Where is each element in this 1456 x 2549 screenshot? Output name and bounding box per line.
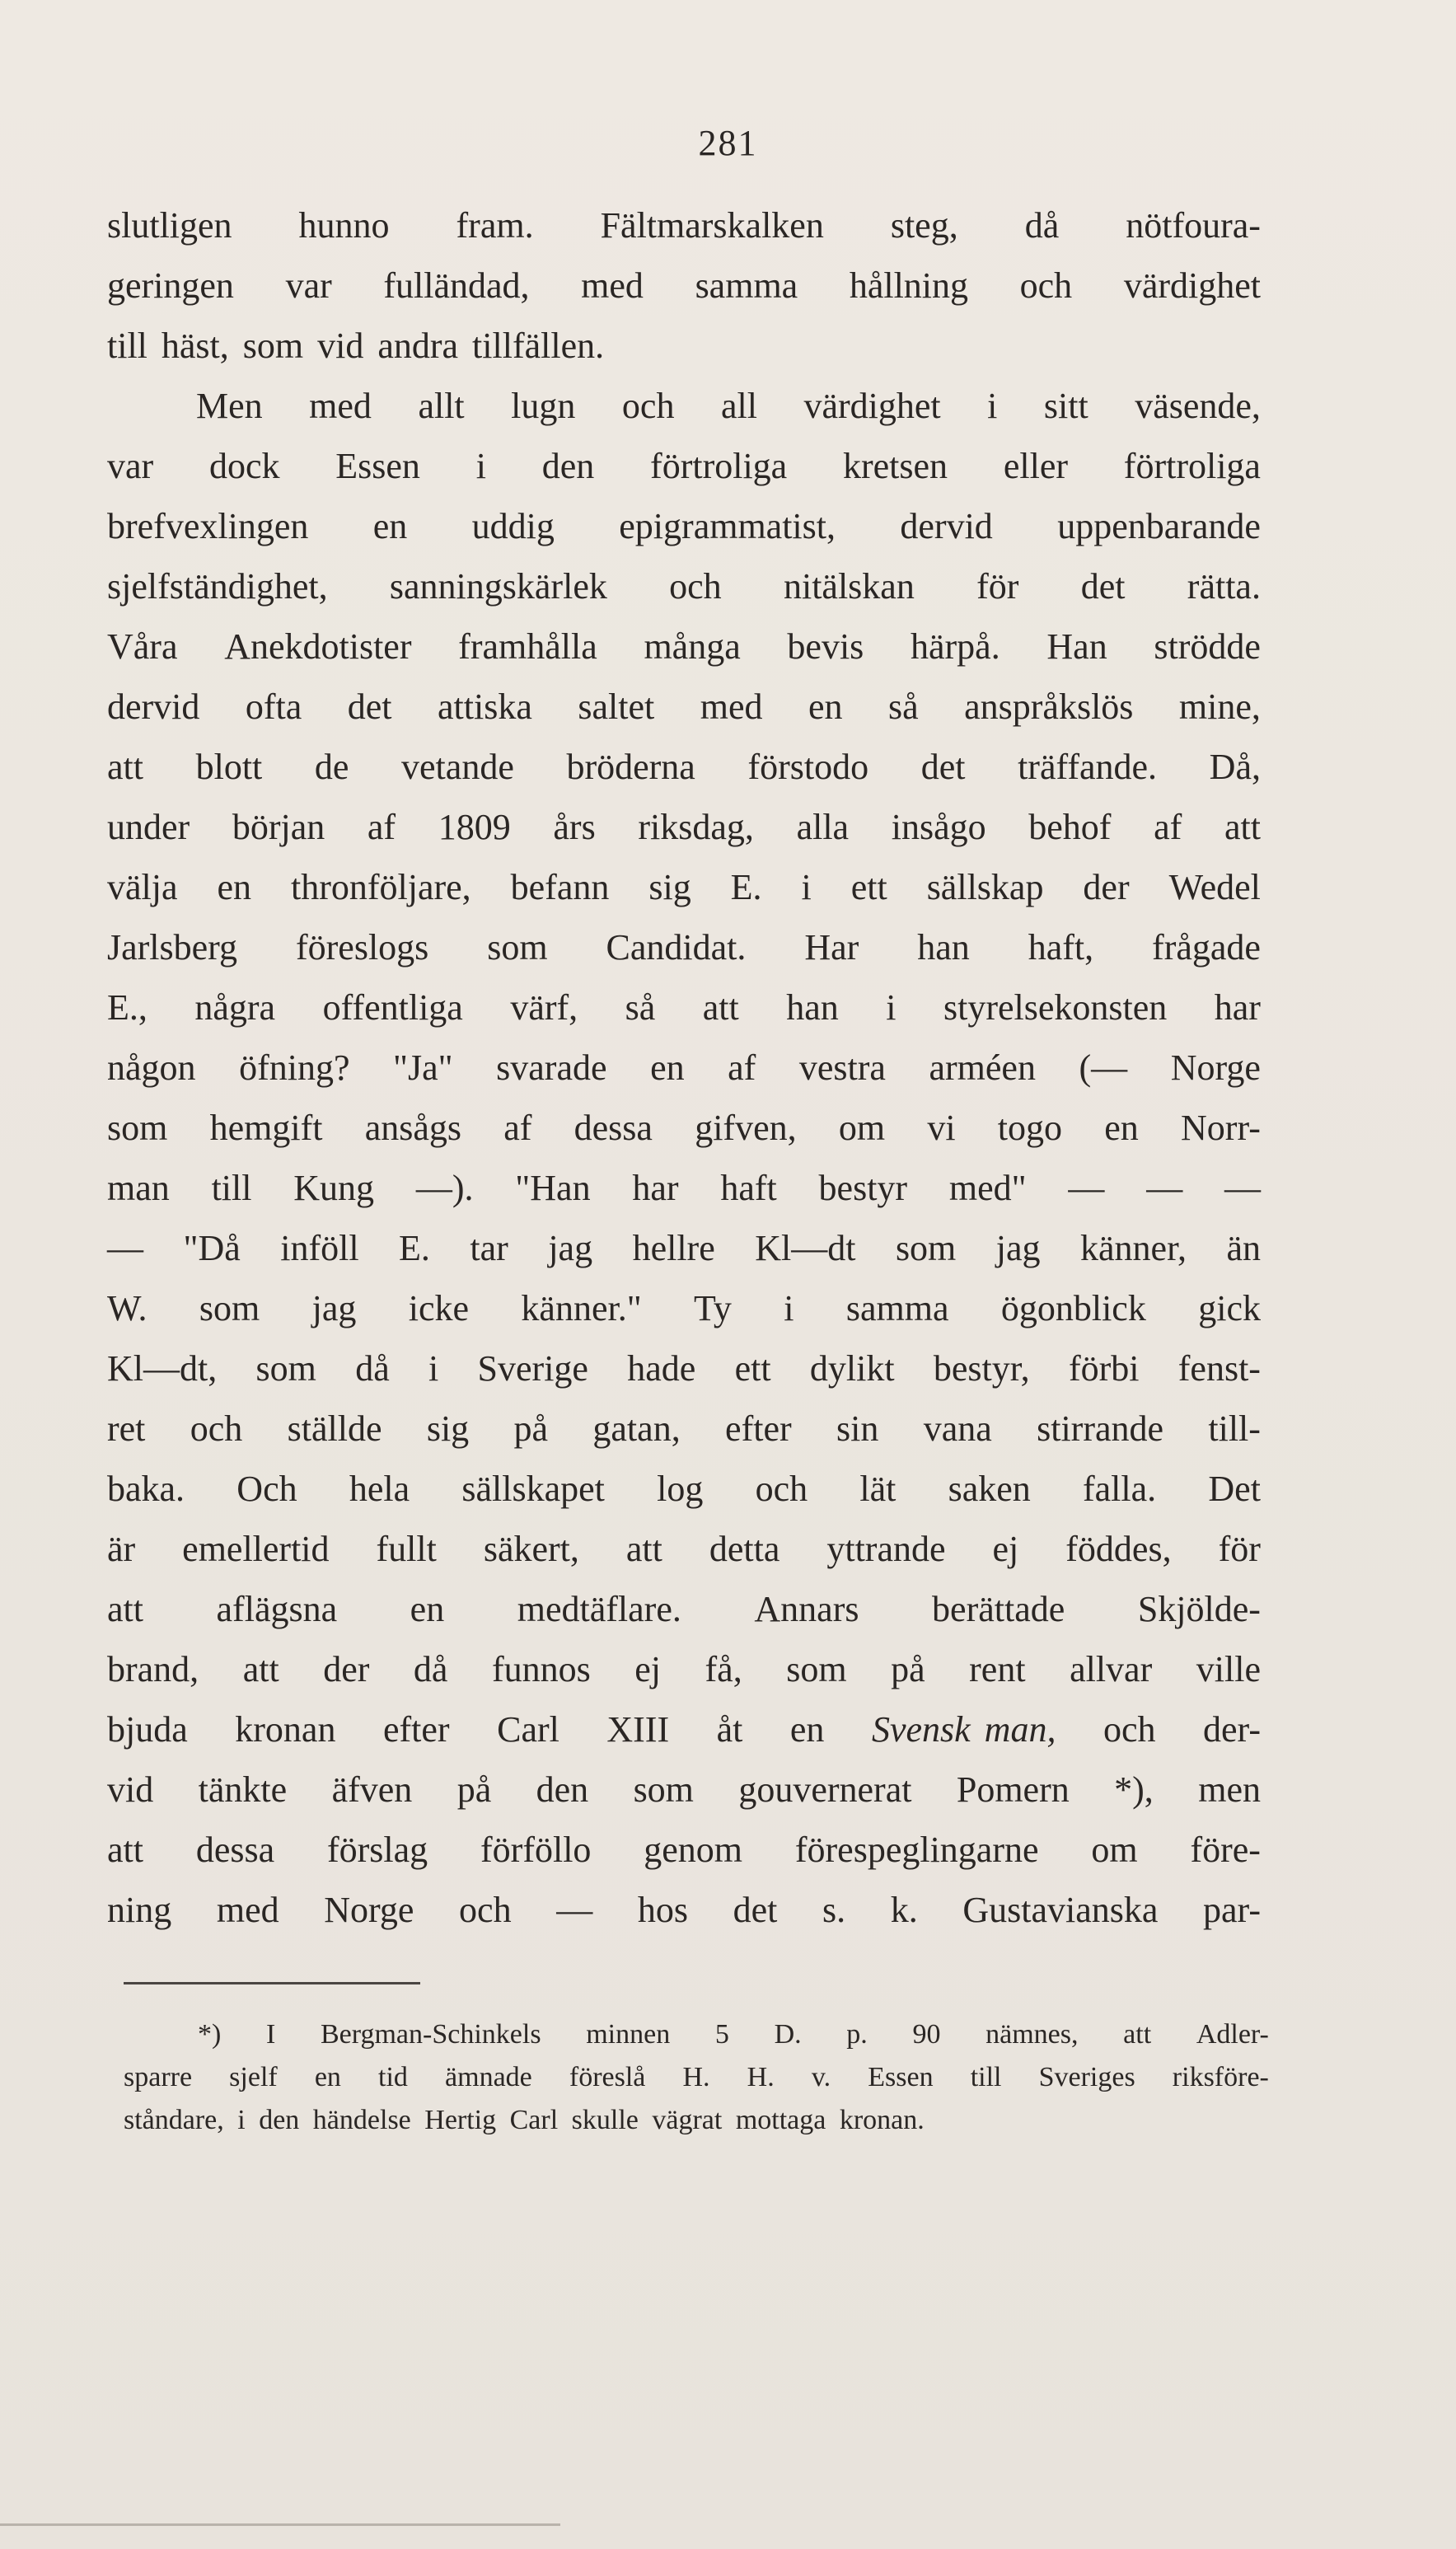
footnotes [124, 2019, 1269, 2148]
text-line: att dessa förslag förföllo genom förespeglingarne om före- [107, 1830, 1261, 1870]
text-line: Jarlsberg föreslogs som Candidat. Har han haft, frågade [107, 927, 1261, 968]
text-line: Kl—dt, som då i Sverige hade ett dylikt bestyr, förbi fenst- [107, 1348, 1261, 1389]
text-line: Men med allt lugn och all värdighet i sitt väsende, [196, 386, 1261, 426]
footnote-rule [124, 1982, 420, 1984]
text-line: ning med Norge och — hos det s. k. Gustavianska par- [107, 1890, 1261, 1930]
text-line: baka. Och hela sällskapet log och lät saken falla. Det [107, 1469, 1261, 1509]
text-line: brefvexlingen en uddig epigrammatist, dervid uppenbarande [107, 506, 1261, 546]
text-line: geringen var fulländad, med samma hållning och värdighet [107, 265, 1261, 306]
text-line: någon öfning? "Ja" svarade en af vestra arméen (— Norge [107, 1047, 1261, 1088]
footnote-line: *) I Bergman-Schinkels minnen 5 D. p. 90 nämnes, att Adler- [198, 2019, 1269, 2050]
text-line: — "Då inföll E. tar jag hellre Kl—dt som jag känner, än [107, 1228, 1261, 1268]
footnote-line: ståndare, i den händelse Hertig Carl skulle vägrat mottaga kronan. [124, 2105, 925, 2135]
text-line: slutligen hunno fram. Fältmarskalken steg, då nötfoura- [107, 205, 1261, 246]
text-line: är emellertid fullt säkert, att detta yttrande ej föddes, för [107, 1529, 1261, 1569]
text-line: till häst, som vid andra tillfällen. [107, 326, 605, 366]
text-line: W. som jag icke känner." Ty i samma ögonblick gick [107, 1288, 1261, 1328]
text-line: ret och ställde sig på gatan, efter sin vana stirrande till- [107, 1408, 1261, 1449]
text-line: var dock Essen i den förtroliga kretsen eller förtroliga [107, 446, 1261, 486]
text-line: dervid ofta det attiska saltet med en så anspråkslös mine, [107, 686, 1261, 727]
page-edge-mark [0, 2523, 560, 2526]
text-line: vid tänkte äfven på den som gouvernerat Pomern *), men [107, 1769, 1261, 1810]
body-text [107, 204, 1261, 1949]
footnote-line: sparre sjelf en tid ämnade föreslå H. H. v. Essen till Sveriges riksföre- [124, 2062, 1269, 2092]
text-line: brand, att der då funnos ej få, som på rent allvar ville [107, 1649, 1261, 1689]
text-line: sjelfständighet, sanningskärlek och nitälskan för det rätta. [107, 566, 1261, 607]
text-line: bjuda kronan efter Carl XIII åt en Svensk man, och der- [107, 1709, 1261, 1750]
text-line: E., några offentliga värf, så att han i styrelsekonsten har [107, 987, 1261, 1028]
text-line: att aflägsna en medtäflare. Annars berättade Skjölde- [107, 1589, 1261, 1629]
text-line: att blott de vetande bröderna förstodo det träffande. Då, [107, 747, 1261, 787]
page-number: 281 [698, 123, 758, 163]
text-line: Våra Anekdotister framhålla många bevis härpå. Han strödde [107, 626, 1261, 667]
text-line: välja en thronföljare, befann sig E. i ett sällskap der Wedel [107, 867, 1261, 907]
text-line: under början af 1809 års riksdag, alla insågo behof af att [107, 807, 1261, 847]
text-line: man till Kung —). "Han har haft bestyr med" — — — [107, 1168, 1261, 1208]
text-line: som hemgift ansågs af dessa gifven, om vi togo en Norr- [107, 1108, 1261, 1148]
